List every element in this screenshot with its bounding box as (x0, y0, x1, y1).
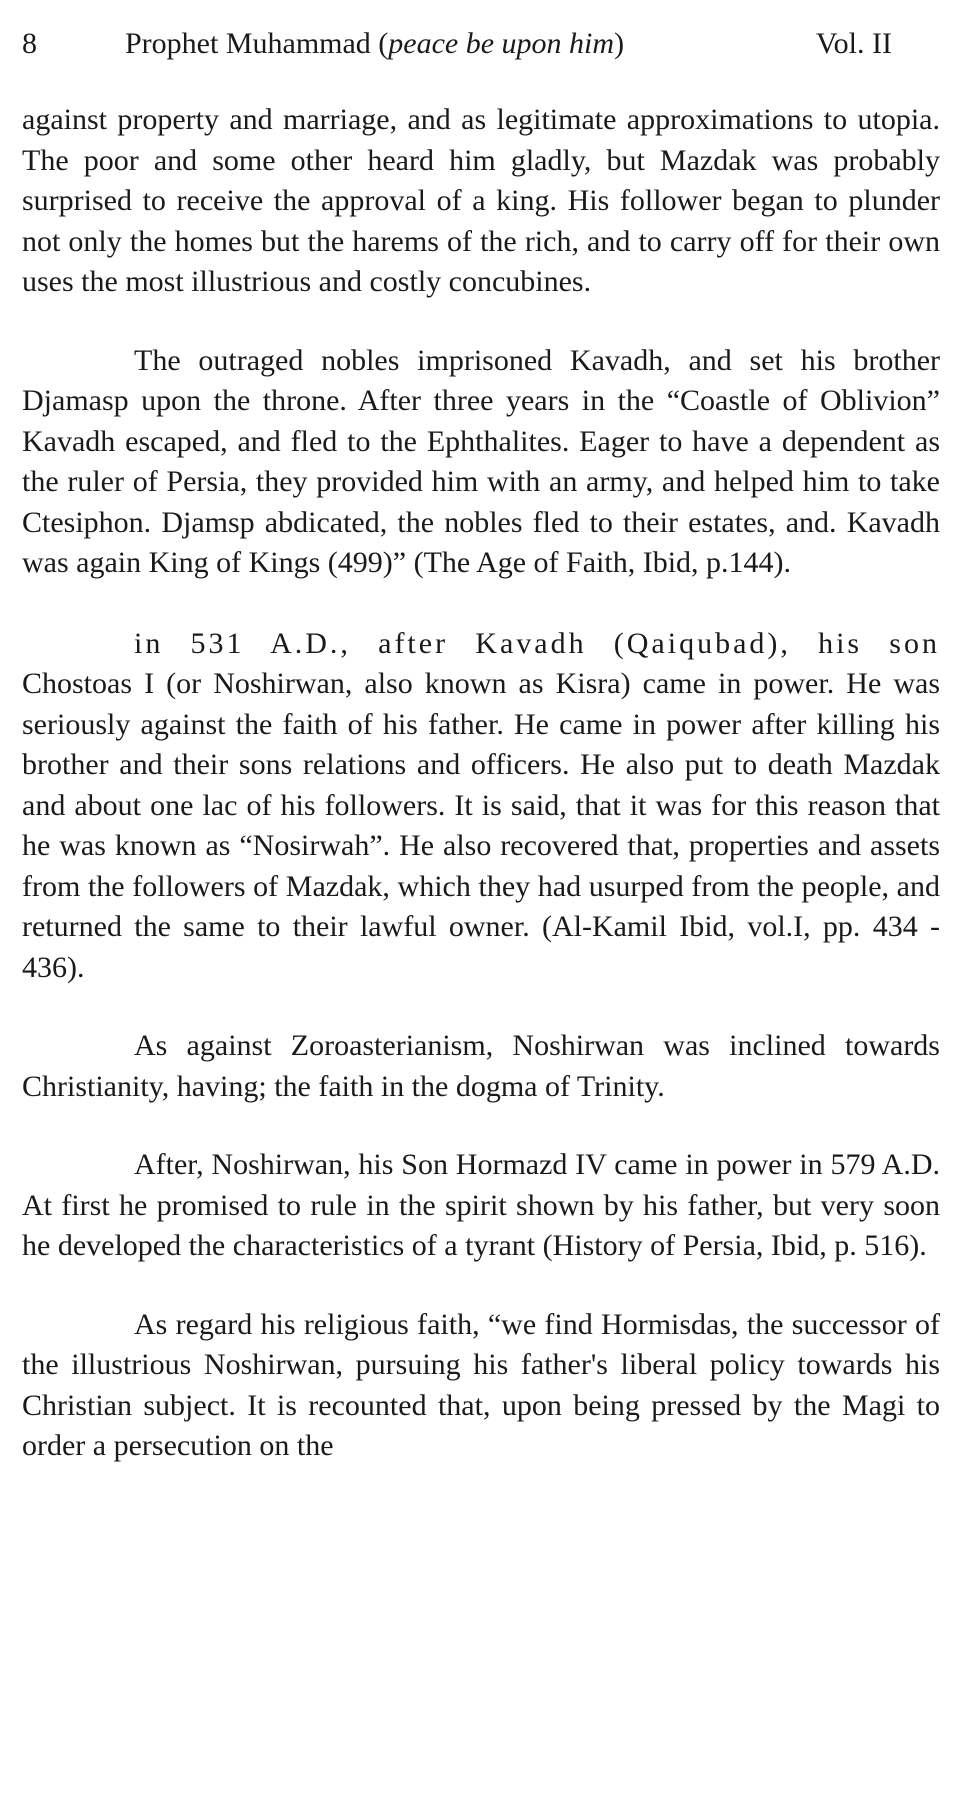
page-number: 8 (22, 27, 37, 60)
paragraph: The outraged nobles imprisoned Kavadh, and set his brother Djamasp upon the throne. After three years in the “Coastle of Oblivion” Kavadh escaped, and fled to the Ephthalites. Eager to have a dependent as the ruler of Persia, they provided him with an army, and helped him to take Ctesiphon. Djamsp abdicated, the nobles fled to their estates, and. Kavadh was again King of Kings (499)” (The Age of Faith, Ibid, p.144). (22, 343, 940, 579)
volume-label: Vol. II (815, 27, 892, 60)
paragraph-lead: in 531 A.D., after Kavadh (Qaiqubad), his son (134, 626, 940, 660)
running-header (22, 22, 892, 66)
book-title-suffix: ) (614, 27, 625, 60)
paragraph-rest: Chostoas I (or Noshirwan, also known as Kisra) came in power. He was seriously against the faith of his father. He came in power after killing his brother and their sons relations and officers. He also put to death Mazdak and about one lac of his followers. It is said, that it was for this reason that he was known as “Nosirwah”. He also recovered that, properties and assets from the followers of Mazdak, which they had usurped from the people, and returned the same to their lawful owner. (Al-Kamil Ibid, vol.I, pp. 434 - 436). (22, 667, 940, 984)
book-title (125, 22, 624, 66)
book-title-prefix: Prophet Muhammad ( (125, 27, 389, 60)
book-title-italic: peace be upon him (388, 27, 615, 60)
paragraph: As regard his religious faith, “we find Hormisdas, the successor of the illustrious Noshirwan, pursuing his father's liberal policy towards his Christian subject. It is recounted that, upon being pressed by the Magi to order a persecution on the (22, 1307, 940, 1462)
paragraph (22, 624, 940, 989)
paragraph: As against Zoroasterianism, Noshirwan was inclined towards Christianity, having; the faith in the dogma of Trinity. (22, 1029, 940, 1103)
paragraph: After, Noshirwan, his Son Hormazd IV came in power in 579 A.D. At first he promised to rule in the spirit shown by his father, but very soon he developed the characteristics of a tyrant (History of Persia, Ibid, p. 516). (22, 1148, 940, 1262)
paragraph: against property and marriage, and as legitimate approximations to utopia. The poor and some other heard him gladly, but Mazdak was probably surprised to receive the approval of a king. His follower began to plunder not only the homes but the harems of the rich, and to carry off for their own uses the most illustrious and costly concubines. (22, 103, 940, 298)
body-text (22, 100, 940, 1467)
